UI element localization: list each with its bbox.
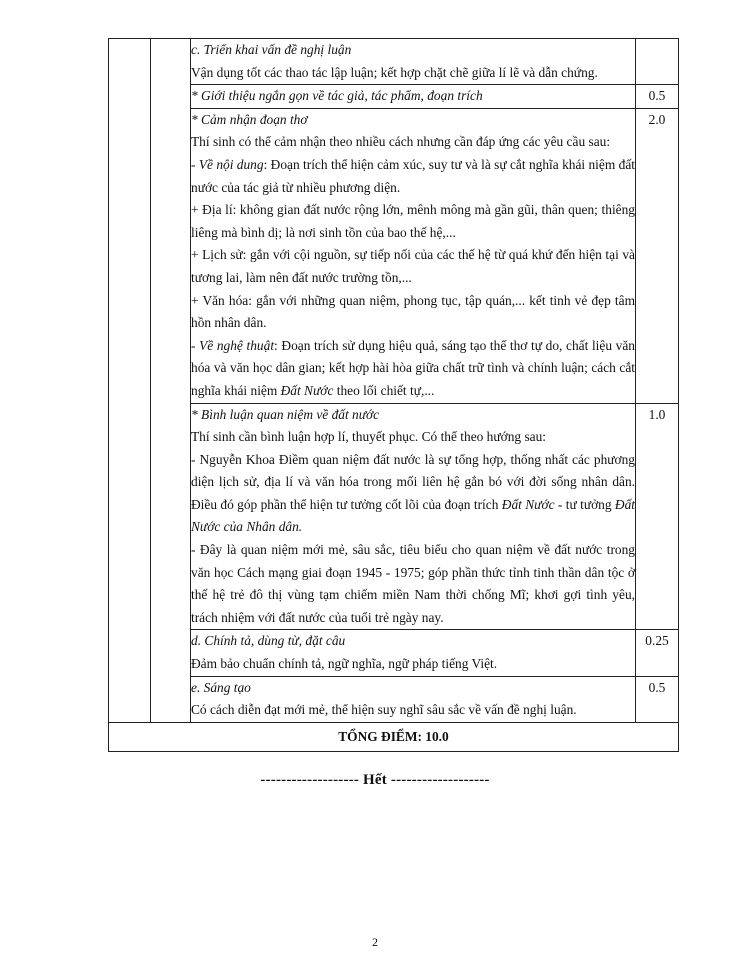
score-cell bbox=[636, 39, 679, 85]
history-point: + Lịch sử: gắn với cội nguồn, sự tiếp nối của các thế hệ từ quá khứ đến hiện tại và tương lai, làm nên đất nước trường tồn,... bbox=[191, 247, 635, 285]
score-cell: 0.5 bbox=[636, 676, 679, 722]
criterion-cell bbox=[191, 108, 636, 403]
criterion-heading: * Giới thiệu ngắn gọn về tác giả, tác phẩm, đoạn trích bbox=[191, 88, 483, 104]
criterion-cell bbox=[191, 39, 636, 85]
table-row bbox=[109, 108, 679, 403]
scoring-rubric-table bbox=[108, 38, 679, 752]
criterion-intro: Thí sinh có thể cảm nhận theo nhiều cách nhưng cần đáp ứng các yêu cầu sau: bbox=[191, 134, 611, 150]
criterion-cell bbox=[191, 676, 636, 722]
score-cell: 2.0 bbox=[636, 108, 679, 403]
criterion-heading: e. Sáng tạo bbox=[191, 679, 251, 695]
criterion-text: Đảm bảo chuẩn chính tả, ngữ nghĩa, ngữ pháp tiếng Việt. bbox=[191, 656, 498, 672]
content-point: - Về nội dung: Đoạn trích thể hiện cảm xúc, suy tư và là sự cắt nghĩa khái niệm đất nước của tác giả từ nhiều phương diện. bbox=[191, 156, 635, 195]
score-cell: 1.0 bbox=[636, 403, 679, 630]
criterion-intro: Thí sinh cần bình luận hợp lí, thuyết phục. Có thể theo hướng sau: bbox=[191, 429, 547, 445]
table-row bbox=[109, 630, 679, 676]
score-cell: 0.25 bbox=[636, 630, 679, 676]
criterion-cell bbox=[191, 403, 636, 630]
table-row bbox=[109, 403, 679, 630]
criterion-heading: * Bình luận quan niệm về đất nước bbox=[191, 406, 380, 422]
table-row bbox=[109, 85, 679, 109]
table-row bbox=[109, 676, 679, 722]
criterion-heading: * Cảm nhận đoạn thơ bbox=[191, 111, 308, 127]
criterion-text: Có cách diễn đạt mới mẻ, thể hiện suy nghĩ sâu sắc về vấn đề nghị luận. bbox=[191, 702, 577, 718]
commentary-point: - Nguyễn Khoa Điềm quan niệm đất nước là sự tổng hợp, thống nhất các phương diện lịch sử, địa lí và văn hóa trong mối liên hệ gắn bó với đời sống nhân dân. Điều đó góp phần thể hiện tư tưởng cốt lõi của đoạn trích Đất Nước - tư tưởng Đất Nước của Nhân dân. bbox=[191, 451, 636, 535]
total-row bbox=[109, 722, 679, 751]
criterion-cell bbox=[191, 630, 636, 676]
total-score-label: TỔNG ĐIỂM: 10.0 bbox=[109, 722, 679, 751]
commentary-point: - Đây là quan niệm mới mẻ, sâu sắc, tiêu biểu cho quan niệm về đất nước trong văn học Cách mạng giai đoạn 1945 - 1975; góp phần thức tỉnh tinh thần dân tộc ở thế hệ trẻ đô thị vùng tạm chiếm miền Nam thời chống Mĩ; khơi gợi tình yêu, trách nhiệm với đất nước của tuổi trẻ ngày nay. bbox=[191, 542, 635, 625]
geography-point: + Địa lí: không gian đất nước rộng lớn, mênh mông mà gần gũi, thân quen; thiêng liêng mà bình dị; là nơi sinh tồn của bao thế hệ,... bbox=[191, 202, 635, 240]
culture-point: + Văn hóa: gắn với những quan niệm, phong tục, tập quán,... kết tinh vẻ đẹp tâm hồn nhân dân. bbox=[191, 292, 635, 331]
subpart-column-cell bbox=[151, 39, 191, 723]
criterion-heading: d. Chính tả, dùng từ, đặt câu bbox=[191, 633, 346, 649]
page-number: 2 bbox=[372, 935, 378, 949]
end-marker: ------------------- Hết ------------------- bbox=[260, 772, 490, 788]
criterion-text: Vận dụng tốt các thao tác lập luận; kết hợp chặt chẽ giữa lí lẽ và dẫn chứng. bbox=[191, 64, 598, 80]
art-point: - Về nghệ thuật: Đoạn trích sử dụng hiệu quả, sáng tạo thể thơ tự do, chất liệu văn hóa và văn học dân gian; kết hợp hài hòa giữa chất trữ tình và chính luận; cách cắt nghĩa khái niệm Đất Nước theo lối chiết tự,... bbox=[191, 337, 635, 398]
criterion-heading: c. Triển khai vấn đề nghị luận bbox=[191, 42, 352, 57]
question-column-cell bbox=[109, 39, 151, 723]
score-cell: 0.5 bbox=[636, 85, 679, 109]
criterion-cell bbox=[191, 85, 636, 109]
table-row bbox=[109, 39, 679, 85]
